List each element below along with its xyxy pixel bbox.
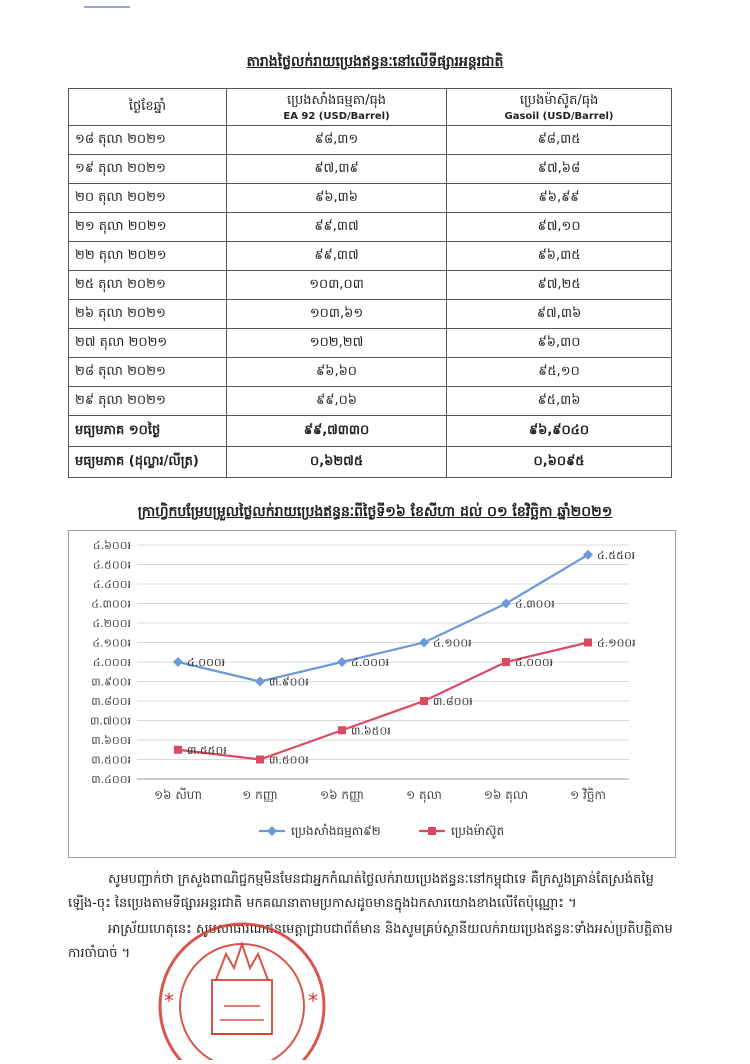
x-tick-label: ១៦ តុលា bbox=[483, 788, 529, 802]
chart-svg bbox=[69, 531, 675, 857]
header-ea92-en: EA 92 (USD/Barrel) bbox=[283, 111, 390, 122]
row-gasoil: ៩៦,៩៩ bbox=[447, 184, 672, 213]
x-tick-label: ១ កញ្ញា bbox=[242, 788, 278, 802]
svg-text:*: * bbox=[308, 989, 318, 1013]
price-line-chart bbox=[68, 530, 676, 858]
data-label: ៤.៣០០៛ bbox=[515, 597, 555, 611]
legend-label: ប្រេងម៉ាស៊ូត bbox=[451, 824, 505, 838]
data-label: ៣.៦៥០៛ bbox=[351, 724, 391, 738]
data-label: ៣.៨០០៛ bbox=[433, 695, 473, 708]
legend-label: ប្រេងសាំងធម្មតា៩២ bbox=[291, 824, 381, 838]
avgliter-ea92: ០,៦២៧៥ bbox=[227, 447, 447, 478]
x-tick-label: ១ វិច្ឆិកា bbox=[570, 788, 606, 802]
table-row bbox=[69, 213, 672, 242]
avg10-gasoil: ៩៦,៩០៤០ bbox=[447, 416, 672, 447]
row-gasoil: ៩៦,៣៥ bbox=[447, 242, 672, 271]
data-label: ៣.៩០០៛ bbox=[269, 675, 309, 689]
row-ea92: ១០៣,៦១ bbox=[227, 300, 447, 329]
avg10-label: មធ្យមភាគ ១០ថ្ងៃ bbox=[69, 416, 227, 447]
data-point bbox=[338, 726, 346, 734]
row-date: ២១ តុលា ២០២១ bbox=[69, 213, 227, 242]
header-date: ថ្ងៃខែឆ្នាំ bbox=[69, 89, 227, 126]
data-point bbox=[337, 657, 347, 667]
data-point bbox=[256, 756, 264, 764]
seal-stamp-icon bbox=[150, 910, 330, 1060]
y-tick-label: ៤.៣០០៛ bbox=[91, 597, 131, 611]
row-gasoil: ៩៥,៣៦ bbox=[447, 387, 672, 416]
row-gasoil: ៩៧,២៥ bbox=[447, 271, 672, 300]
row-ea92: ៩៩,០៦ bbox=[227, 387, 447, 416]
y-tick-label: ៣.៤០០៛ bbox=[91, 773, 131, 786]
avg10-ea92: ៩៩,៧៣៣០ bbox=[227, 416, 447, 447]
row-ea92: ១០៣,០៣ bbox=[227, 271, 447, 300]
chart-title: ក្រាហ្វិកបម្រែបម្រួលថ្លៃលក់រាយប្រេងឥន្ធនៈពីថ្ងៃទី១៦ ខែសីហា ដល់ ០១ ខែវិច្ឆិកា ឆ្នាំ២០២១ bbox=[137, 504, 613, 520]
row-gasoil: ៩៧,១០ bbox=[447, 213, 672, 242]
svg-text:*: * bbox=[164, 989, 174, 1013]
y-tick-label: ៤.២០០៛ bbox=[92, 617, 131, 630]
row-date: ២៧ តុលា ២០២១ bbox=[69, 329, 227, 358]
x-tick-label: ១ តុលា bbox=[406, 788, 442, 802]
y-tick-label: ៤.៤០០៛ bbox=[92, 578, 131, 591]
data-point bbox=[173, 657, 183, 667]
data-label: ៤.០០០៛ bbox=[187, 656, 226, 669]
row-ea92: ៩៦,៦០ bbox=[227, 358, 447, 387]
row-date: ២២ តុលា ២០២១ bbox=[69, 242, 227, 271]
avgliter-gasoil: ០,៦០៩៥ bbox=[447, 447, 672, 478]
row-ea92: ១០២,២៧ bbox=[227, 329, 447, 358]
data-point bbox=[502, 658, 510, 666]
x-tick-label: ១៦ កញ្ញា bbox=[319, 788, 365, 802]
data-label: ៤.១០០៛ bbox=[597, 636, 636, 650]
table-row bbox=[69, 184, 672, 213]
row-date: ២០ តុលា ២០២១ bbox=[69, 184, 227, 213]
data-point bbox=[419, 638, 429, 648]
table-row bbox=[69, 358, 672, 387]
x-tick-label: ១៦ សីហា bbox=[153, 788, 203, 802]
y-tick-label: ៤.៥០០៛ bbox=[92, 558, 131, 572]
scan-mark bbox=[84, 6, 130, 8]
header-gasoil-en: Gasoil (USD/Barrel) bbox=[504, 111, 614, 122]
y-tick-label: ៣.៧០០៛ bbox=[90, 714, 131, 728]
data-point bbox=[420, 697, 428, 705]
data-label: ៤.០០០៛ bbox=[351, 656, 390, 669]
table-row bbox=[69, 271, 672, 300]
average-10-days-row bbox=[69, 416, 672, 447]
y-tick-label: ៣.៨០០៛ bbox=[91, 695, 131, 708]
row-date: ២៩ តុលា ២០២១ bbox=[69, 387, 227, 416]
row-date: ២៥ តុលា ២០២១ bbox=[69, 271, 227, 300]
y-tick-label: ៣.៦០០៛ bbox=[91, 734, 131, 747]
row-ea92: ៩៩,៣៧ bbox=[227, 213, 447, 242]
note-paragraph-2: អាស្រ័យហេតុនេះ សូមសាធារណជនមេត្តាជ្រាបជាព័ត៌មាន និងសូមគ្រប់ស្ថានីយលក់រាយប្រេងឥន្ធនៈទាំងអស់ប្រតិបត្តិតាមការចាំបាច់ ។ bbox=[68, 922, 673, 961]
avgliter-label: មធ្យមភាគ (ដុល្លារ/លីត្រ) bbox=[69, 447, 227, 478]
data-label: ៣.៥០០៛ bbox=[269, 753, 309, 767]
row-gasoil: ៩៥,១០ bbox=[447, 358, 672, 387]
data-label: ៤.៥៥០៛ bbox=[597, 548, 636, 562]
header-gasoil-kh: ប្រេងម៉ាស៊ូត/ធុង bbox=[519, 93, 599, 108]
y-tick-label: ៣.៩០០៛ bbox=[91, 675, 131, 689]
row-date: ២៦ តុលា ២០២១ bbox=[69, 300, 227, 329]
table-row bbox=[69, 387, 672, 416]
row-ea92: ៩៦,៣៦ bbox=[227, 184, 447, 213]
row-gasoil: ៩៧,៣៦ bbox=[447, 300, 672, 329]
fuel-price-table bbox=[68, 88, 672, 478]
note-paragraph-1: សូមបញ្ជាក់ថា ក្រសួងពាណិជ្ជកម្មមិនមែនជាអ្នកកំណត់ថ្លៃលក់រាយប្រេងឥន្ធនៈនៅកម្ពុជាទេ គឺក្រសួងគ្រាន់តែស្រង់តម្លៃឡើង-ចុះ នៃប្រេងតាមទីផ្សារអន្តរជាតិ មកគណនាតាមប្រកាសដូចមានក្នុងឯកសារយោងខាងលើតែប៉ុណ្ណោះ ។ bbox=[68, 872, 654, 911]
data-point bbox=[174, 746, 182, 754]
data-label: ៤.០០០៛ bbox=[515, 656, 554, 669]
table-row bbox=[69, 155, 672, 184]
table-row bbox=[69, 126, 672, 155]
row-gasoil: ៩៨,៣៥ bbox=[447, 126, 672, 155]
legend-marker bbox=[428, 827, 436, 835]
table-header-row bbox=[69, 89, 672, 126]
table-row bbox=[69, 300, 672, 329]
y-tick-label: ៣.៥០០៛ bbox=[91, 753, 131, 767]
data-point bbox=[255, 677, 265, 687]
y-tick-label: ៤.៦០០៛ bbox=[92, 539, 131, 552]
y-tick-label: ៤.០០០៛ bbox=[92, 656, 131, 669]
data-label: ៤.១០០៛ bbox=[433, 636, 472, 650]
table-row bbox=[69, 329, 672, 358]
y-tick-label: ៤.១០០៛ bbox=[92, 636, 131, 650]
row-gasoil: ៩៧,៦៨ bbox=[447, 155, 672, 184]
row-date: ២៨ តុលា ២០២១ bbox=[69, 358, 227, 387]
row-date: ១៨ តុលា ២០២១ bbox=[69, 126, 227, 155]
average-per-liter-row bbox=[69, 447, 672, 478]
row-date: ១៩ តុលា ២០២១ bbox=[69, 155, 227, 184]
row-ea92: ៩៨,៣១ bbox=[227, 126, 447, 155]
data-point bbox=[501, 599, 511, 609]
row-gasoil: ៩៦,៣០ bbox=[447, 329, 672, 358]
row-ea92: ៩៩,៣៧ bbox=[227, 242, 447, 271]
data-point bbox=[583, 550, 593, 560]
legend-marker bbox=[267, 826, 277, 836]
row-ea92: ៩៧,៣៩ bbox=[227, 155, 447, 184]
data-point bbox=[584, 639, 592, 647]
table-title: តារាងថ្លៃលក់រាយប្រេងឥន្ធនៈនៅលើទីផ្សារអន្តរជាតិ bbox=[246, 54, 504, 70]
header-ea92 bbox=[227, 89, 447, 126]
table-row bbox=[69, 242, 672, 271]
header-ea92-kh: ប្រេងសាំងធម្មតា/ធុង bbox=[287, 93, 387, 108]
ministry-seal bbox=[150, 910, 330, 1060]
header-gasoil bbox=[447, 89, 672, 126]
data-label: ៣.៥៥០៛ bbox=[187, 743, 227, 757]
